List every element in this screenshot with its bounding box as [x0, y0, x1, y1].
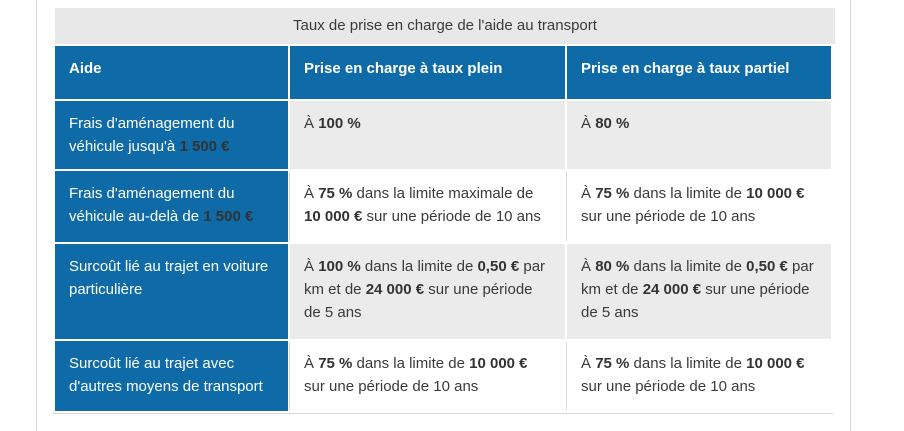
transport-aid-table	[53, 44, 833, 414]
row-header-amenagement-au-dela: Frais d'aménagement du véhicule au-delà de 1 500 €	[55, 171, 288, 242]
cell-taux-partiel: À 75 % dans la limite de 10 000 € sur une période de 10 ans	[567, 341, 831, 411]
column-header-taux-partiel: Prise en charge à taux partiel	[567, 46, 831, 99]
cell-taux-plein: À 100 %	[290, 101, 565, 169]
table-row	[55, 341, 831, 411]
cell-taux-plein: À 75 % dans la limite maximale de 10 000 € sur une période de 10 ans	[290, 171, 565, 242]
table-caption: Taux de prise en charge de l'aide au transport	[55, 8, 835, 44]
table-row	[55, 171, 831, 242]
table-row	[55, 244, 831, 339]
content-left-border	[36, 0, 37, 431]
row-header-surcout-voiture: Surcoût lié au trajet en voiture particulière	[55, 244, 288, 339]
table-row	[55, 101, 831, 169]
cell-taux-partiel: À 80 % dans la limite de 0,50 € par km et de 24 000 € sur une période de 5 ans	[567, 244, 831, 339]
cell-taux-plein: À 75 % dans la limite de 10 000 € sur une période de 10 ans	[290, 341, 565, 411]
table-header-row	[55, 46, 831, 99]
cell-taux-plein: À 100 % dans la limite de 0,50 € par km et de 24 000 € sur une période de 5 ans	[290, 244, 565, 339]
row-header-amenagement-jusqua: Frais d'aménagement du véhicule jusqu'à 1 500 €	[55, 101, 288, 169]
content-right-border	[850, 0, 851, 431]
column-header-taux-plein: Prise en charge à taux plein	[290, 46, 565, 99]
cell-taux-partiel: À 75 % dans la limite de 10 000 € sur une période de 10 ans	[567, 171, 831, 242]
row-header-surcout-autres-transports: Surcoût lié au trajet avec d'autres moyens de transport	[55, 341, 288, 411]
column-header-aide: Aide	[55, 46, 288, 99]
cell-taux-partiel: À 80 %	[567, 101, 831, 169]
